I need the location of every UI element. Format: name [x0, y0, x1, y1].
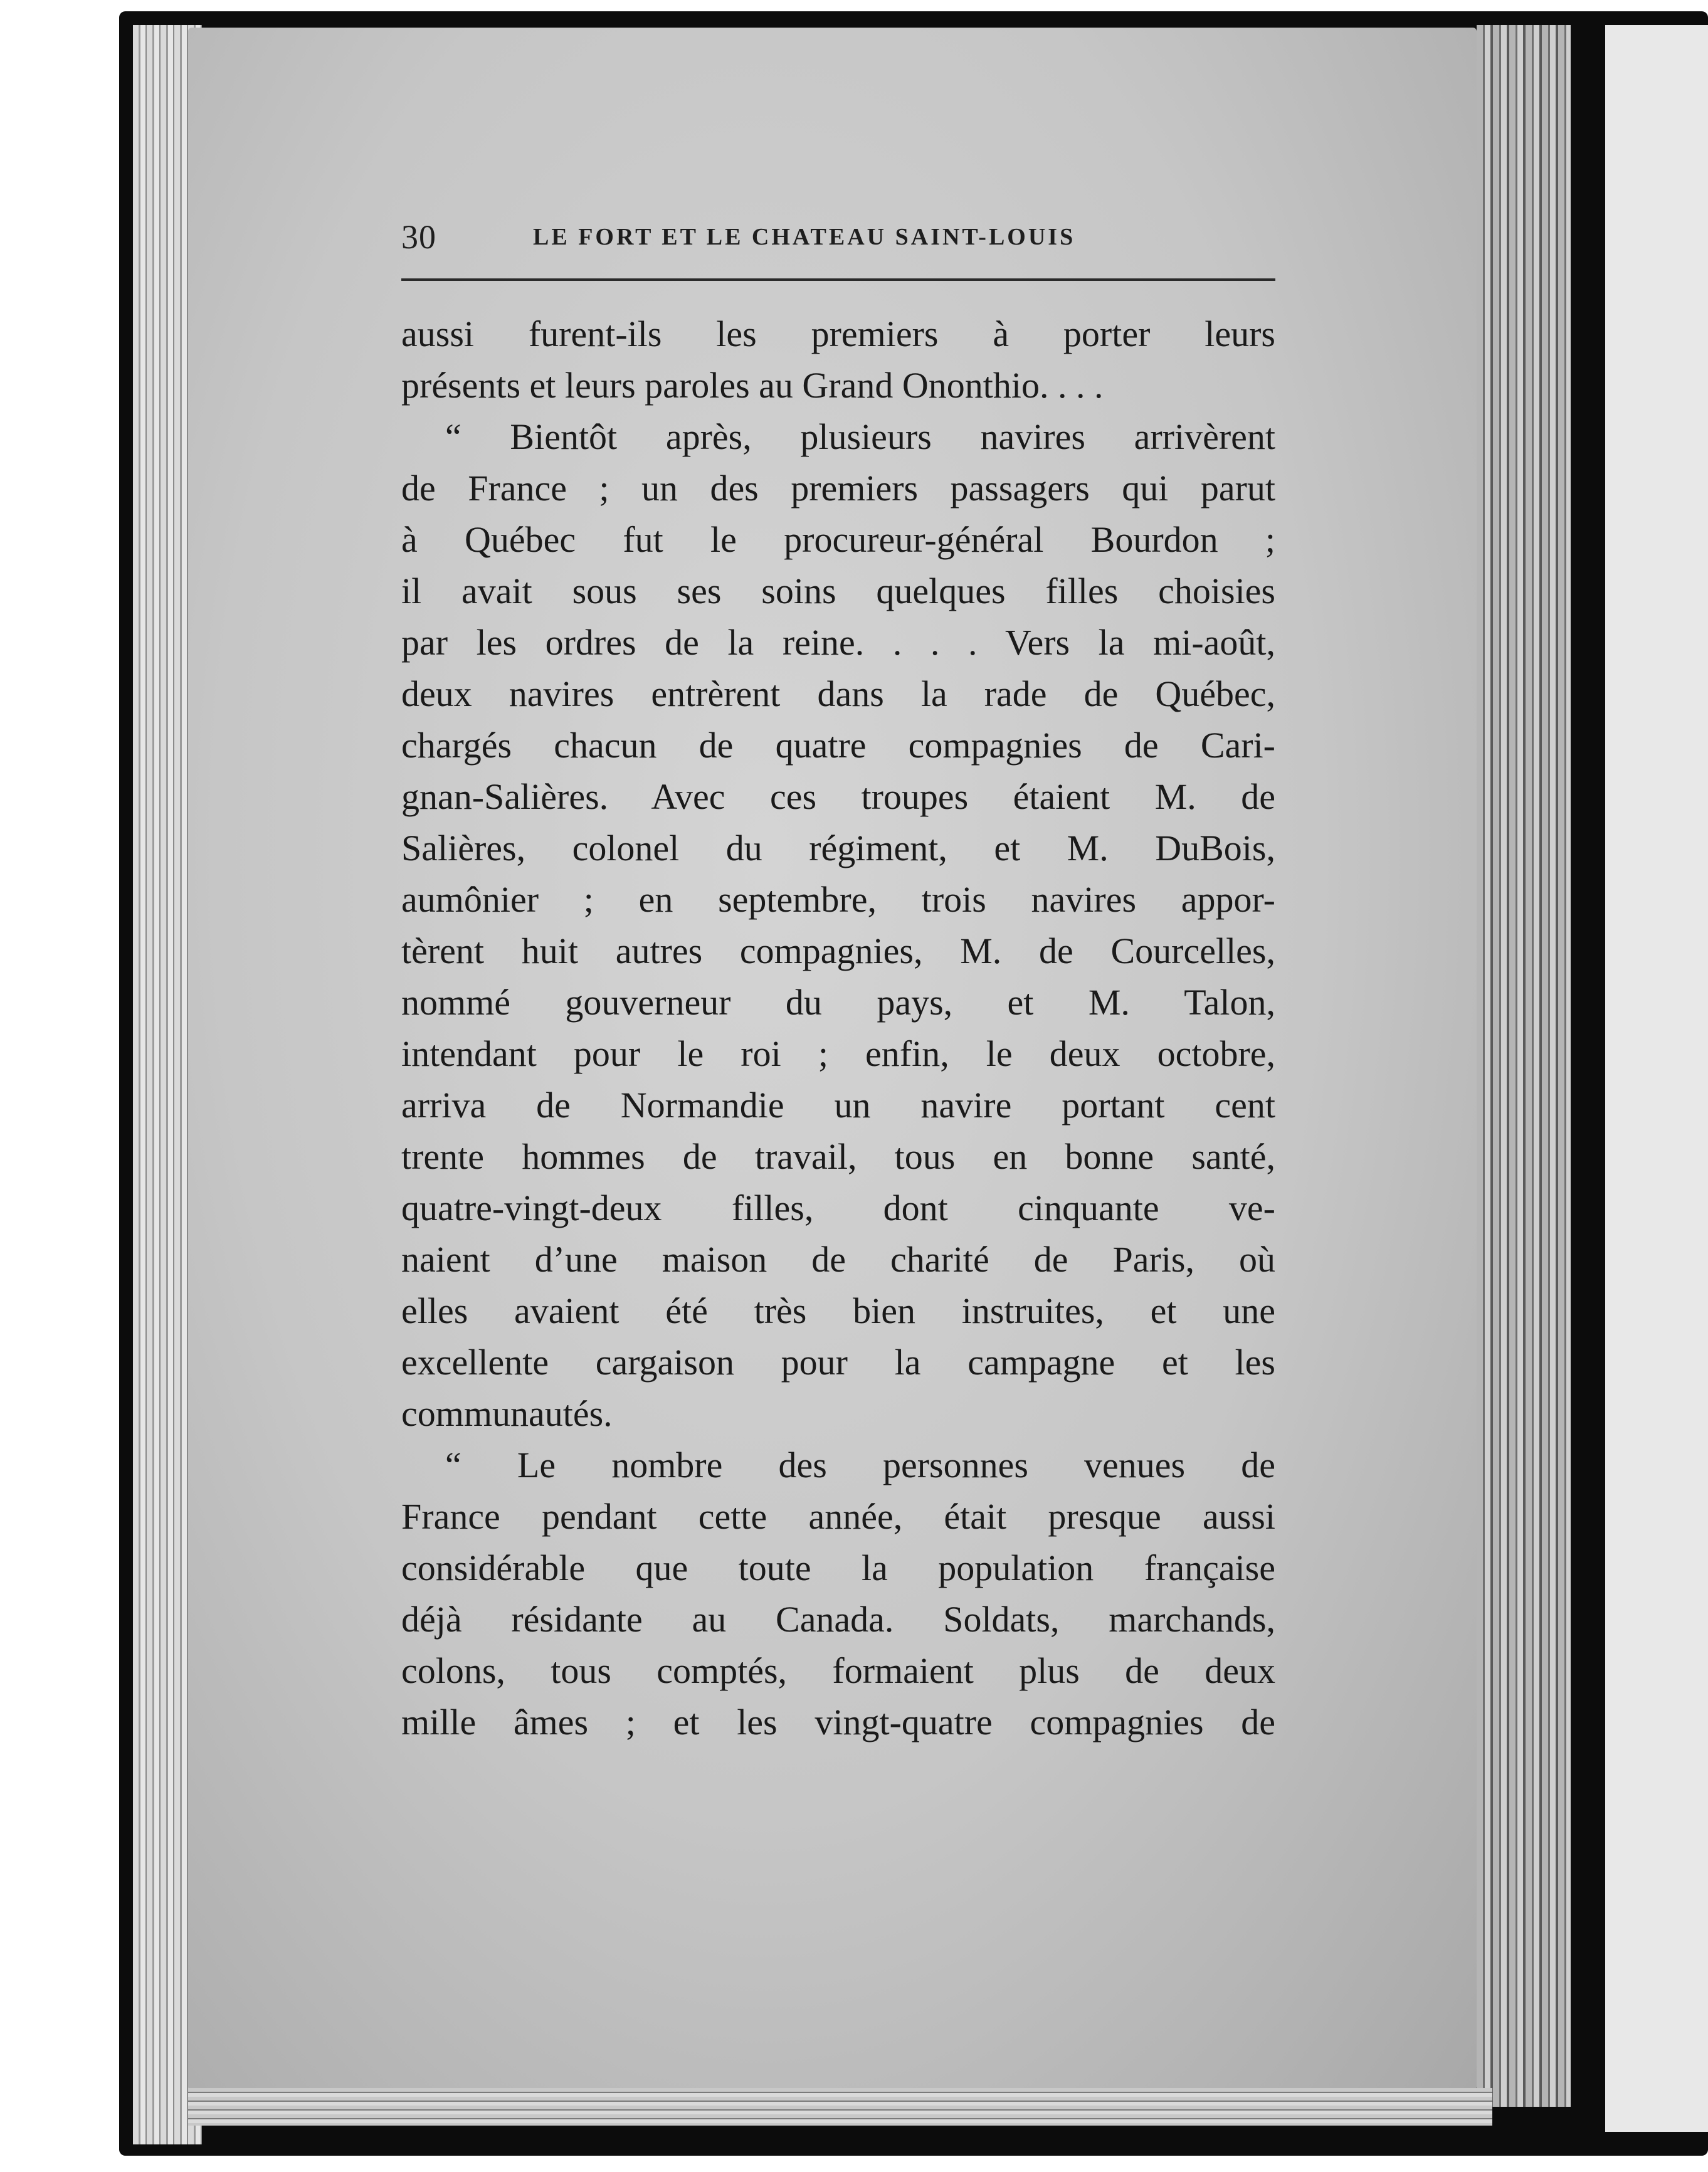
text-line: aumônier ; en septembre, trois navires appor-	[401, 879, 1275, 920]
running-title: LE FORT ET LE CHATEAU SAINT-LOUIS	[533, 224, 1076, 250]
text-line: chargés chacun de quatre compagnies de Cari-	[401, 725, 1275, 766]
text-line: à Québec fut le procureur-général Bourdon ;	[401, 519, 1275, 560]
text-line: tèrent huit autres compagnies, M. de Courcelles,	[401, 930, 1275, 971]
text-line: aussi furent-ils les premiers à porter leurs	[401, 314, 1275, 354]
text-line: déjà résidante au Canada. Soldats, marchands,	[401, 1599, 1275, 1640]
text-line: intendant pour le roi ; enfin, le deux octobre,	[401, 1033, 1275, 1074]
text-line: de France ; un des premiers passagers qui parut	[401, 468, 1275, 509]
text-line: “ Le nombre des personnes venues de	[445, 1445, 1275, 1485]
text-line: considérable que toute la population française	[401, 1547, 1275, 1588]
text-line: colons, tous comptés, formaient plus de deux	[401, 1650, 1275, 1691]
text-line: arriva de Normandie un navire portant cent	[401, 1085, 1275, 1126]
text-line: “ Bientôt après, plusieurs navires arrivèrent	[445, 416, 1275, 457]
text-line: France pendant cette année, était presque aussi	[401, 1496, 1275, 1537]
text-line: communautés.	[401, 1393, 613, 1434]
text-line: elles avaient été très bien instruites, et une	[401, 1290, 1275, 1331]
page-number: 30	[401, 218, 436, 256]
text-line: il avait sous ses soins quelques filles choisies	[401, 571, 1275, 611]
text-line: mille âmes ; et les vingt-quatre compagnies de	[401, 1702, 1275, 1742]
text-line: par les ordres de la reine. . . . Vers la mi-août,	[401, 622, 1275, 663]
page-header	[401, 212, 1279, 262]
page-edges-bottom	[188, 2088, 1492, 2126]
text-line: présents et leurs paroles au Grand Ononthio. . . .	[401, 365, 1104, 406]
text-line: nommé gouverneur du pays, et M. Talon,	[401, 982, 1275, 1023]
text-line: naient d’une maison de charité de Paris, où	[401, 1239, 1275, 1280]
adjacent-page	[1605, 25, 1708, 2132]
body-text	[401, 308, 1275, 1748]
text-line: gnan-Salières. Avec ces troupes étaient M. de	[401, 776, 1275, 817]
text-line: trente hommes de travail, tous en bonne santé,	[401, 1136, 1275, 1177]
text-line: quatre-vingt-deux filles, dont cinquante ve-	[401, 1188, 1275, 1228]
text-line: excellente cargaison pour la campagne et les	[401, 1342, 1275, 1383]
text-line: deux navires entrèrent dans la rade de Québec,	[401, 673, 1275, 714]
page-edges-right	[1477, 25, 1571, 2107]
header-rule	[401, 278, 1275, 281]
text-line: Salières, colonel du régiment, et M. DuBois,	[401, 828, 1275, 868]
